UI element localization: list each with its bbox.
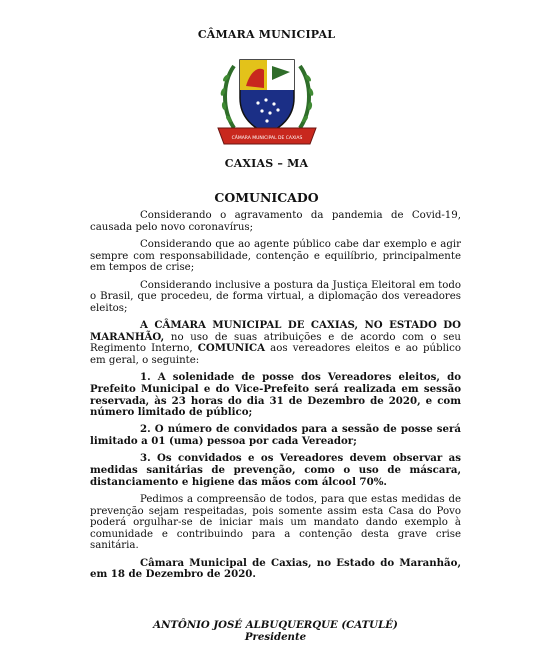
closing-location-date: Câmara Municipal de Caxias, no Estado do Maranhão, em 18 de Dezembro de 2020. [90, 556, 461, 581]
paragraph-understanding: Pedimos a compreensão de todos, para que estas medidas de prevenção sejam respeitadas, pois somente assim esta Casa do Povo poderá orgulhar-se de iniciar mais um mandato dando exemplo à comunidade e contribuindo para a contenção desta grave crise sanitária. [90, 494, 461, 552]
municipal-coat-of-arms-icon [212, 48, 322, 152]
crest-ribbon-text: CÂMARA MUNICIPAL DE CAXIAS [231, 136, 303, 141]
institution-heading: CÂMARA MUNICIPAL [197, 28, 336, 41]
city-heading: CAXIAS – MA [224, 157, 309, 170]
document-body [90, 210, 461, 587]
announcement-communicates: COMUNICA [197, 342, 265, 355]
announcement-text-2: aos vereadores eleitos e ao público em geral, o seguinte: [90, 343, 461, 366]
signature-name: ANTÔNIO JOSÉ ALBUQUERQUE (CATULÉ) [153, 619, 398, 631]
paragraph-electoral-justice: Considerando inclusive a postura da Justiça Eleitoral em todo o Brasil, que procedeu, de forma virtual, a diplomação dos vereadores eleitos; [90, 279, 461, 314]
paragraph-pandemic: Considerando o agravamento da pandemia de Covid-19, causada pelo novo coronavírus; [90, 210, 461, 233]
paragraph-public-agent: Considerando que ao agente público cabe dar exemplo e agir sempre com responsabilidade, contenção e equilíbrio, principalmente em tempos de crise; [90, 238, 461, 274]
signature-block [90, 619, 461, 643]
announcement-text-1: no uso de suas atribuições e de acordo com o seu Regimento Interno, [90, 331, 461, 355]
paragraph-announcement [90, 320, 461, 366]
announcement-chamber: A CÂMARA MUNICIPAL DE CAXIAS, NO ESTADO DO MARANHÃO, [90, 319, 461, 343]
item-inauguration: 1. A solenidade de posse dos Vereadores eleitos, do Prefeito Municipal e do Vice-Prefeito será realizada em sessão reservada, às 23 horas do dia 31 de Dezembro de 2020, e com número limitado de público; [90, 371, 461, 419]
signature-role: Presidente [244, 631, 307, 643]
document-title: COMUNICADO [214, 190, 319, 205]
item-sanitary-measures: 3. Os convidados e os Vereadores devem observar as medidas sanitárias de prevenção, como o uso de máscara, distanciamento e higiene das mãos com álcool 70%. [90, 452, 461, 488]
item-guests-limit: 2. O número de convidados para a sessão de posse será limitado a 01 (uma) pessoa por cada Vereador; [90, 423, 461, 448]
